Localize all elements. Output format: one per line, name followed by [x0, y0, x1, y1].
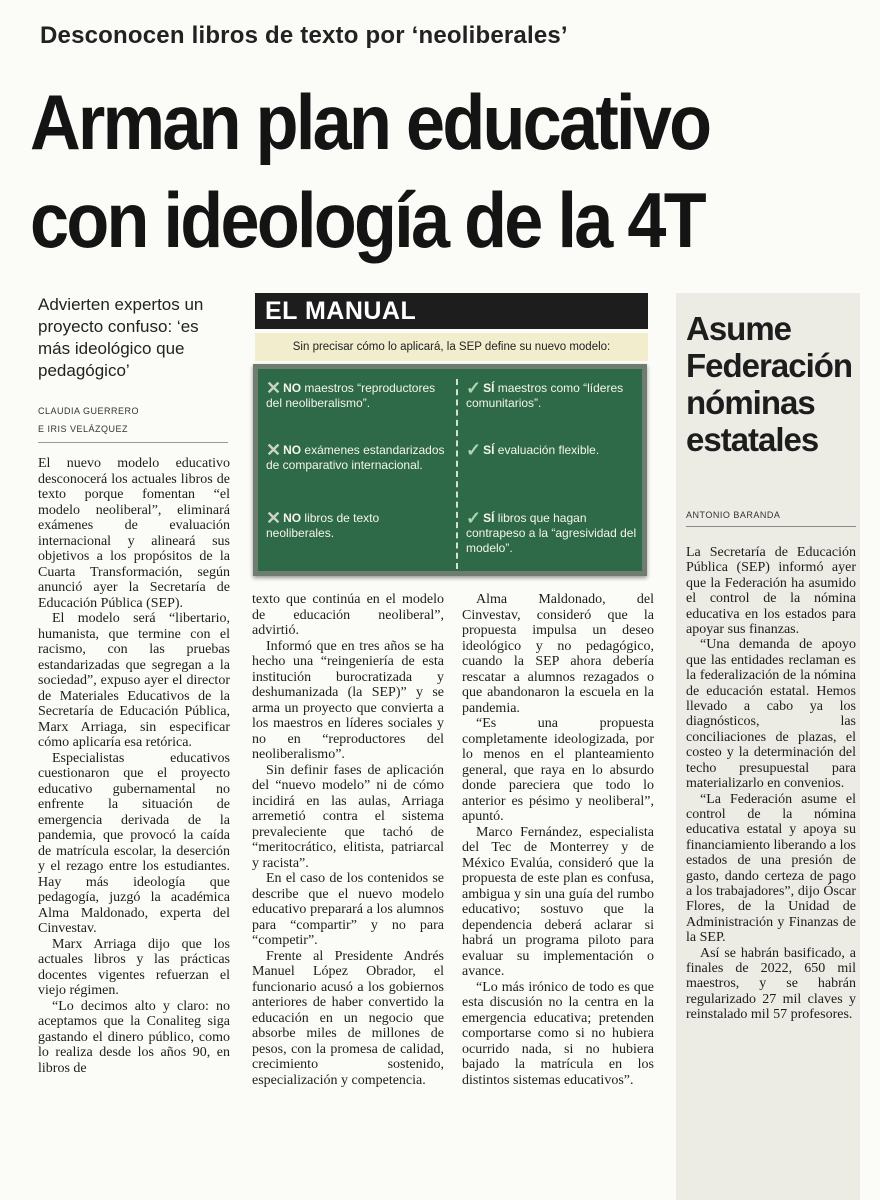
manual-no-item-3: ✕ NO libros de texto neoliberales. — [266, 508, 380, 540]
article-column-2 — [252, 592, 444, 1088]
sidebar-paragraph: Así se habrán basificado, a finales de 2022, 650 mil maestros, y se habrán regularizado 27 mil claves y reinstalado mil 57 profesores. — [686, 945, 856, 1023]
sidebar-headline: Asume Federación nóminas estatales — [686, 310, 853, 458]
col2-paragraph: Frente al Presidente Andrés Manuel López Obrador, el funcionario acusó a los gobiernos anteriores de haber convertido la educación en un negocio que absorbe miles de millones de pesos, con la promesa de calidad, crecimiento sostenido, especialización y competencia. — [252, 948, 444, 1088]
col2-paragraph: Sin definir fases de aplicación del “nuevo modelo” ni de cómo incidirá en las aulas, Arriaga arremetió contra el sistema prevaleciente que tachó de “meritocrático, elitista, patriarcal y racista”. — [252, 762, 444, 871]
headline-line-1: Arman plan educativo — [30, 78, 710, 166]
byline-rule — [38, 442, 228, 443]
col1-paragraph: El modelo será “libertario, humanista, que termine con el racismo, con las pruebas estandarizadas que segregan a la sociedad”, expuso ayer el director de Materiales Educativos de la Secretaría de Educación Pública, Marx Arriaga, sin especificar cómo aplicaría esa retórica. — [38, 611, 230, 750]
manual-si-item-1: ✓ SÍ maestros como “líderes comunitarios”. — [466, 378, 624, 410]
x-icon: ✕ — [266, 378, 282, 398]
col3-paragraph: “Es una propuesta completamente ideologizada, por lo menos en el planteamiento general, que raya en lo absurdo donde pareciera que todo lo anterior es pésimo y neoliberal”, apuntó. — [462, 716, 654, 824]
manual-no-item-1: ✕ NO maestros “reproductores del neoliberalismo”. — [266, 378, 436, 410]
manual-no-item-2: ✕ NO exámenes estandarizados de comparativo internacional. — [266, 440, 445, 472]
x-icon: ✕ — [266, 508, 282, 528]
check-icon: ✓ — [466, 378, 482, 398]
col1-paragraph: “Lo decimos alto y claro: no aceptamos que la Conaliteg siga gastando el dinero público, como lo realiza desde los años 90, en libros de — [38, 998, 230, 1076]
manual-subtitle: Sin precisar cómo lo aplicará, la SEP define su nuevo modelo: — [255, 333, 648, 361]
kicker: Desconocen libros de texto por ‘neoliberales’ — [40, 22, 568, 49]
col2-paragraph: Informó que en tres años se ha hecho una “reingeniería de esta institución burocratizada y deshumanizada (la SEP)” y se arma un proyecto que convierta a los maestros en líderes sociales y no en “reproductores del neoliberalismo”. — [252, 638, 444, 762]
col2-paragraph: En el caso de los contenidos se describe que el nuevo modelo educativo preparará a los alumnos para “compartir” y no para “competir”. — [252, 871, 444, 948]
sidebar-byline: ANTONIO BARANDA — [686, 510, 781, 520]
sidebar-paragraph: “Una demanda de apoyo que las entidades reclaman es la federalización de la nómina de educación estatal. Hemos llevado a cabo ya los diagnósticos, las conciliaciones de plazas, el costeo y la determinación del techo presupuestal para materializarlo en convenios. — [686, 637, 856, 792]
article-column-1 — [38, 456, 230, 1076]
chalk-divider — [456, 379, 458, 569]
manual-si-item-3: ✓ SÍ libros que hagan contrapeso a la “agresividad del modelo”. — [466, 508, 637, 555]
col2-paragraph: texto que continúa en el modelo de educación neoliberal”, advirtió. — [252, 592, 444, 638]
col3-paragraph: Alma Maldonado, del Cinvestav, consideró que la propuesta impulsa un deseo ideológico y no pedagógico, cuando la SEP ahora debería rescatar a alumnos rezagados o que abandonaron la escuela en la pandemia. — [462, 592, 654, 716]
col3-paragraph: Marco Fernández, especialista del Tec de Monterrey y de México Evalúa, consideró que la propuesta de este plan es confusa, ambigua y sin una guía del rumbo educativo; sostuvo que la dependencia deberá aclarar si habrá un programa piloto para evaluar su implementación o avance. — [462, 824, 654, 979]
check-icon: ✓ — [466, 508, 482, 528]
check-icon: ✓ — [466, 440, 482, 460]
sidebar-byline-rule — [686, 526, 856, 527]
x-icon: ✕ — [266, 440, 282, 460]
sidebar-text — [686, 545, 856, 1023]
article-column-3 — [462, 592, 654, 1088]
byline-2: E IRIS VELÁZQUEZ — [38, 424, 129, 434]
byline-1: CLAUDIA GUERRERO — [38, 406, 140, 416]
sidebar-paragraph: La Secretaría de Educación Pública (SEP) informó ayer que la Federación ha asumido el control de la nómina educativa en los estados para apoyar sus finanzas. — [686, 545, 856, 638]
col1-paragraph: Marx Arriaga dijo que los actuales libros y las prácticas docentes vigentes refuerzan el viejo régimen. — [38, 936, 230, 998]
headline-line-2: con ideología de la 4T — [30, 176, 704, 264]
col3-paragraph: “Lo más irónico de todo es que esta discusión no la centra en la emergencia educativa; pretenden comportarse como si no hubiera ocurrido nada, si no hubiera bajado la matrícula en los distintos sistemas educativos”. — [462, 979, 654, 1088]
deck: Advierten expertos un proyecto confuso: ‘es más ideológico que pedagógico’ — [38, 295, 204, 380]
manual-title: EL MANUAL — [255, 293, 648, 329]
manual-si-item-2: ✓ SÍ evaluación flexible. — [466, 440, 600, 460]
sidebar-paragraph: “La Federación asume el control de la nómina educativa estatal y apoya su financiamiento liberando a los estados de una presión de gasto, dando certeza de pago a los trabajadores”, dijo Óscar Flores, de la Unidad de Administración y Finanzas de la SEP. — [686, 791, 856, 946]
col1-paragraph: El nuevo modelo educativo desconocerá los actuales libros de texto porque fomentan “el modelo neoliberal”, eliminará exámenes de evaluación internacional y alineará sus objetivos a los propósitos de la Cuarta Transformación, según anunció ayer la Secretaría de Educación Pública (SEP). — [38, 456, 230, 611]
col1-paragraph: Especialistas educativos cuestionaron que el proyecto educativo gubernamental no enfrente la situación de emergencia derivada de la pandemia, que provocó la caída de matrícula escolar, la deserción y el rezago entre los estudiantes. Hay más ideología que pedagogía, juzgó la académica Alma Maldonado, experta del Cinvestav. — [38, 750, 230, 936]
manual-chalkboard — [253, 364, 647, 576]
